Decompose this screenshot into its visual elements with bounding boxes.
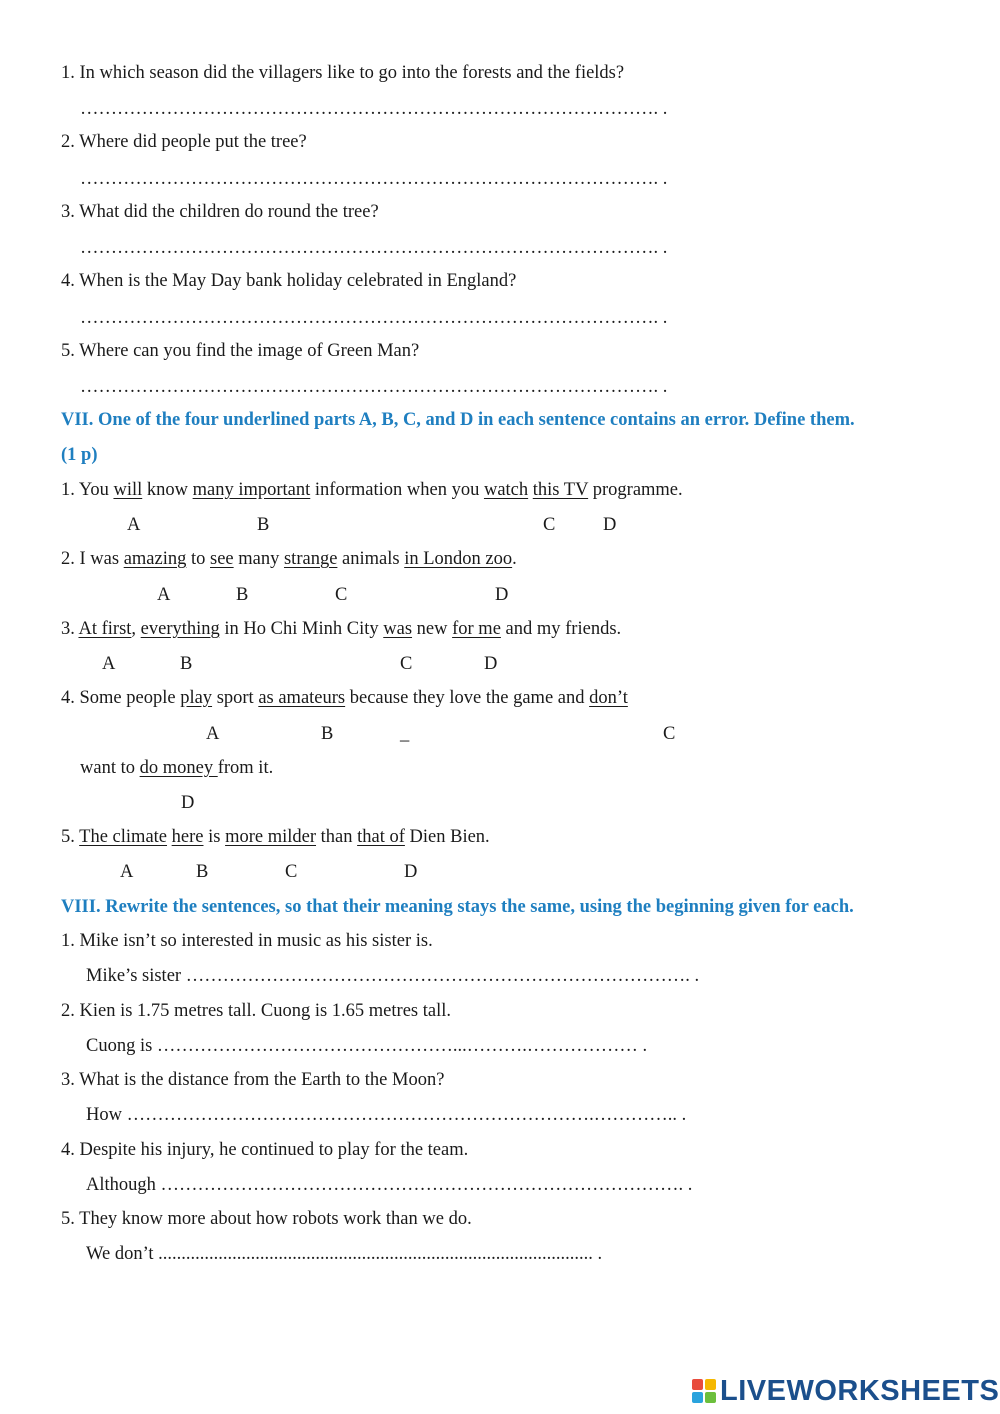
liveworksheets-logo-icon: [692, 1379, 716, 1403]
underlined-part-c[interactable]: more milder: [225, 827, 317, 847]
section-viii-heading: VIII. Rewrite the sentences, so that their meaning stays the same, using the beginning given for each.: [61, 897, 854, 917]
rewrite-answer-5[interactable]: We don’t .............................................................................................. .: [86, 1244, 603, 1264]
underlined-part-d[interactable]: that of: [357, 827, 405, 847]
option-label-a: A: [206, 724, 220, 744]
option-label-c: C: [663, 724, 676, 744]
rewrite-answer-1[interactable]: Mike’s sister ………………………………………………………………………. .: [86, 966, 700, 986]
option-label-d: D: [495, 585, 509, 605]
underlined-part-c[interactable]: was: [383, 619, 413, 639]
underlined-part-b[interactable]: as amateurs: [258, 688, 346, 708]
underlined-part-d[interactable]: this TV: [532, 480, 589, 500]
option-label-a: A: [157, 585, 171, 605]
rewrite-item-2: 2. Kien is 1.75 metres tall. Cuong is 1.65 metres tall.: [61, 1001, 451, 1021]
option-label-b: B: [321, 724, 334, 744]
stray-underscore: _: [400, 724, 410, 744]
rewrite-answer-3[interactable]: How ………………………………………………………………….………….. .: [86, 1105, 687, 1125]
question-3: 3. What did the children do round the tree?: [61, 202, 379, 222]
option-label-d: D: [404, 862, 418, 882]
answer-line-1[interactable]: …………………………………………………………………………………. .: [80, 99, 668, 119]
option-label-b: B: [180, 654, 193, 674]
question-2: 2. Where did people put the tree?: [61, 132, 307, 152]
brand-name: LIVEWORKSHEETS: [720, 1374, 1000, 1407]
liveworksheets-logo[interactable]: [692, 1376, 999, 1406]
underlined-part-d[interactable]: do money: [139, 758, 218, 778]
option-label-d: D: [484, 654, 498, 674]
logo-square: [692, 1379, 703, 1390]
option-label-c: C: [335, 585, 348, 605]
option-label-b: B: [236, 585, 249, 605]
option-label-b: B: [196, 862, 209, 882]
underlined-part-b[interactable]: many important: [192, 480, 311, 500]
underlined-part-a[interactable]: will: [113, 480, 143, 500]
rewrite-item-5: 5. They know more about how robots work than we do.: [61, 1209, 472, 1229]
logo-square: [705, 1379, 716, 1390]
logo-square: [692, 1392, 703, 1403]
option-label-a: A: [102, 654, 116, 674]
question-5: 5. Where can you find the image of Green Man?: [61, 341, 420, 361]
option-label-d: D: [603, 515, 617, 535]
rewrite-item-1: 1. Mike isn’t so interested in music as his sister is.: [61, 931, 433, 951]
section-vii-heading: VII. One of the four underlined parts A, B, C, and D in each sentence contains an error. Define them.: [61, 410, 855, 430]
underlined-part-a[interactable]: At first: [78, 619, 132, 639]
error-sentence-4-continued: want to do money from it.: [80, 758, 274, 778]
answer-line-5[interactable]: …………………………………………………………………………………. .: [80, 377, 668, 397]
underlined-part-b[interactable]: here: [171, 827, 204, 847]
error-sentence-2: 2. I was amazing to see many strange animals in London zoo.: [61, 549, 517, 569]
option-label-c: C: [285, 862, 298, 882]
question-4: 4. When is the May Day bank holiday celebrated in England?: [61, 271, 517, 291]
question-1: 1. In which season did the villagers like to go into the forests and the fields?: [61, 63, 625, 83]
answer-line-2[interactable]: …………………………………………………………………………………. .: [80, 169, 668, 189]
logo-square: [705, 1392, 716, 1403]
rewrite-answer-4[interactable]: Although …………………………………………………………………………. .: [86, 1175, 693, 1195]
rewrite-item-3: 3. What is the distance from the Earth to the Moon?: [61, 1070, 445, 1090]
underlined-part-d[interactable]: in London zoo: [404, 549, 513, 569]
option-label-c: C: [543, 515, 556, 535]
underlined-part-b[interactable]: see: [210, 549, 234, 569]
section-vii-points: (1 p): [61, 445, 98, 465]
error-sentence-1: 1. You will know many important information when you watch this TV programme.: [61, 480, 683, 500]
rewrite-answer-2[interactable]: Cuong is …………………………………………...……….……………… .: [86, 1036, 648, 1056]
underlined-part-a[interactable]: The climate: [79, 827, 168, 847]
underlined-part-c[interactable]: strange: [283, 549, 338, 569]
answer-line-3[interactable]: …………………………………………………………………………………. .: [80, 238, 668, 258]
underlined-part-c[interactable]: watch: [483, 480, 529, 500]
option-label-d: D: [181, 793, 195, 813]
option-label-a: A: [127, 515, 141, 535]
option-label-b: B: [257, 515, 270, 535]
underlined-part-d[interactable]: for me: [452, 619, 501, 639]
underlined-part-b[interactable]: everything: [140, 619, 220, 639]
error-sentence-5: 5. The climate here is more milder than that of Dien Bien.: [61, 827, 490, 847]
option-label-a: A: [120, 862, 134, 882]
error-sentence-4: 4. Some people play sport as amateurs because they love the game and don’t: [61, 688, 628, 708]
option-label-c: C: [400, 654, 413, 674]
underlined-part-c[interactable]: don’t: [589, 688, 628, 708]
underlined-part-a[interactable]: play: [180, 688, 213, 708]
rewrite-item-4: 4. Despite his injury, he continued to play for the team.: [61, 1140, 469, 1160]
underlined-part-a[interactable]: amazing: [123, 549, 187, 569]
error-sentence-3: 3. At first, everything in Ho Chi Minh City was new for me and my friends.: [61, 619, 622, 639]
answer-line-4[interactable]: …………………………………………………………………………………. .: [80, 308, 668, 328]
